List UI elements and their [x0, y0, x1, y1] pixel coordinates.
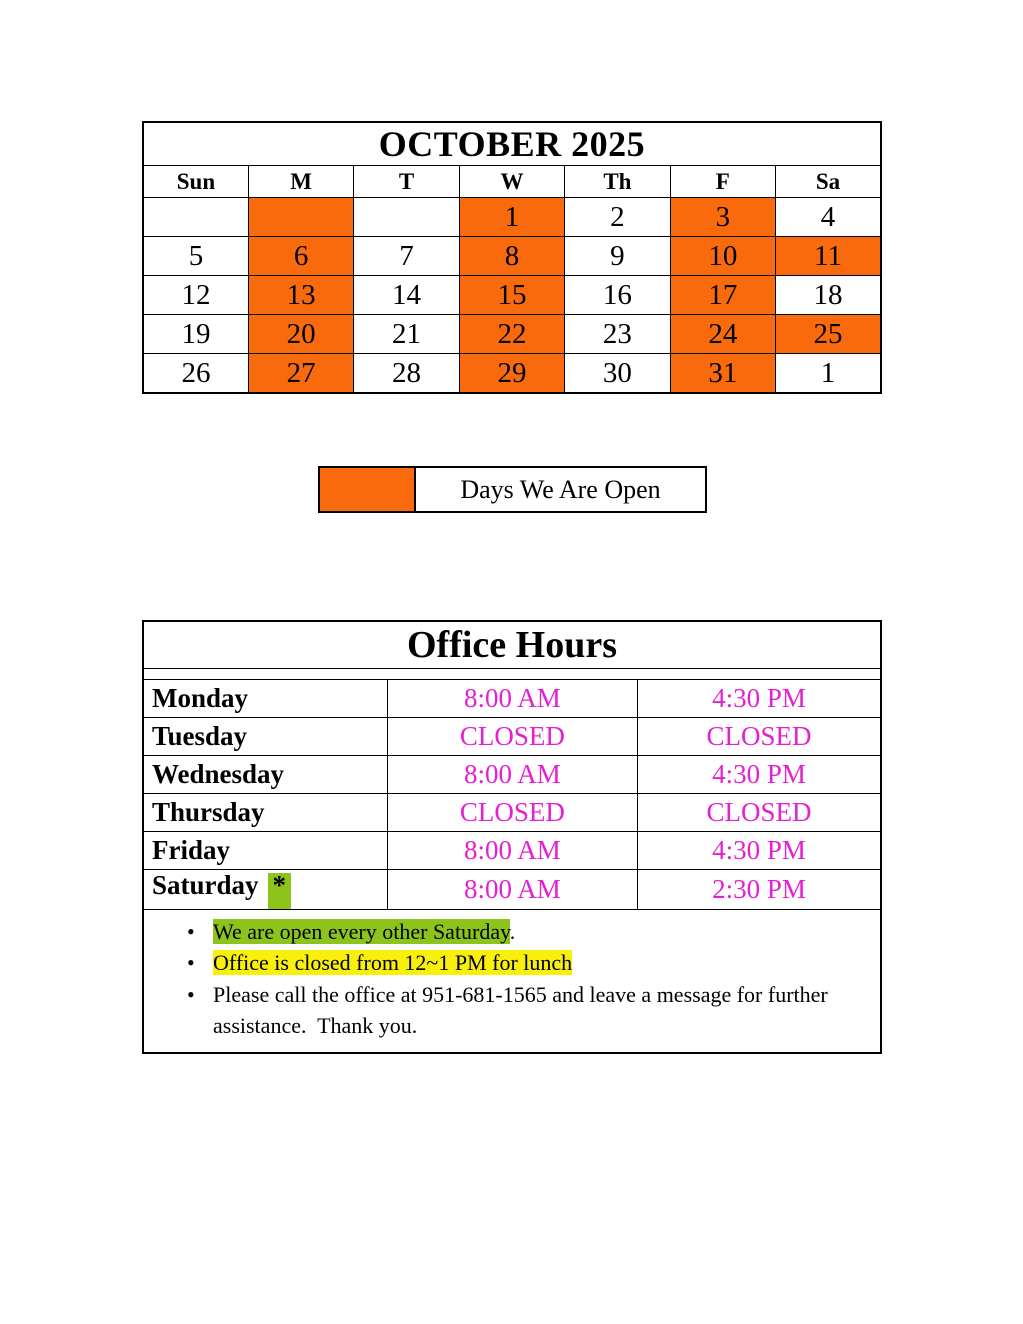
calendar-day-cell-open: 20: [248, 315, 353, 354]
calendar-title: OCTOBER 2025: [143, 122, 881, 166]
day-name-cell: [143, 680, 387, 718]
yellow-highlighted-text: Office is closed from 12~1 PM for lunch: [213, 950, 573, 976]
office-hours-table: [142, 620, 882, 1054]
calendar-day-cell-open: 17: [670, 276, 775, 315]
calendar-day-cell-open: 11: [776, 237, 881, 276]
calendar-day-cell-open: [248, 198, 353, 237]
calendar-day-cell: 12: [143, 276, 248, 315]
calendar-day-cell-open: 22: [459, 315, 564, 354]
calendar-day-header: W: [459, 166, 564, 198]
calendar-day-cell: 5: [143, 237, 248, 276]
calendar-day-header: Sa: [776, 166, 881, 198]
calendar-day-cell-open: 10: [670, 237, 775, 276]
calendar-day-cell-open: 8: [459, 237, 564, 276]
legend-label: Days We Are Open: [460, 474, 661, 504]
day-name: Friday: [152, 835, 230, 865]
green-highlighted-text: We are open every other Saturday: [213, 919, 510, 944]
office-hours-row: [143, 680, 881, 718]
notes-cell: [143, 910, 881, 1053]
calendar-day-header: M: [248, 166, 353, 198]
calendar-day-cell: 16: [565, 276, 670, 315]
opening-time: CLOSED: [387, 794, 637, 832]
closing-time: 4:30 PM: [637, 756, 881, 794]
calendar-day-cell-open: 6: [248, 237, 353, 276]
opening-time: 8:00 AM: [387, 870, 637, 910]
office-hours-title-row: [143, 621, 881, 669]
calendar-week-row: [143, 198, 881, 237]
spacer-cell: [143, 669, 881, 680]
calendar-day-cell: 28: [354, 354, 459, 394]
calendar-day-cell-open: 31: [670, 354, 775, 394]
calendar-day-cell: 1: [776, 354, 881, 394]
calendar-day-cell: 2: [565, 198, 670, 237]
day-name-cell: [143, 718, 387, 756]
closing-time: CLOSED: [637, 794, 881, 832]
office-hours-row: [143, 870, 881, 910]
note-item: • Please call the office at 951-681-1565 and leave a message for further assistance. Thank you.: [213, 979, 856, 1042]
calendar-header-row: [143, 166, 881, 198]
calendar-day-cell: 26: [143, 354, 248, 394]
calendar-day-cell-open: 24: [670, 315, 775, 354]
legend-box: [318, 466, 707, 513]
calendar-week-row: [143, 354, 881, 394]
calendar-day-cell: 9: [565, 237, 670, 276]
calendar-day-header: Th: [565, 166, 670, 198]
day-name: Wednesday: [152, 759, 285, 789]
calendar-day-cell-open: 3: [670, 198, 775, 237]
calendar-day-cell: 18: [776, 276, 881, 315]
day-name: Tuesday: [152, 721, 248, 751]
calendar-section: [142, 121, 882, 394]
calendar-day-cell-open: 27: [248, 354, 353, 394]
office-hours-title: Office Hours: [143, 621, 881, 669]
calendar-day-header: Sun: [143, 166, 248, 198]
calendar-day-cell: 14: [354, 276, 459, 315]
office-hours-row: [143, 756, 881, 794]
calendar-day-header: T: [354, 166, 459, 198]
opening-time: 8:00 AM: [387, 832, 637, 870]
calendar-table: [142, 121, 882, 394]
day-name-cell: [143, 756, 387, 794]
closing-time: 4:30 PM: [637, 680, 881, 718]
calendar-title-row: [143, 122, 881, 166]
day-name-cell: [143, 794, 387, 832]
calendar-day-cell-open: 13: [248, 276, 353, 315]
calendar-day-cell: 19: [143, 315, 248, 354]
closing-time: 4:30 PM: [637, 832, 881, 870]
calendar-day-cell: 23: [565, 315, 670, 354]
calendar-day-cell: [354, 198, 459, 237]
day-name-cell: [143, 832, 387, 870]
calendar-day-cell-open: 15: [459, 276, 564, 315]
office-hours-row: [143, 718, 881, 756]
note-item: [213, 947, 856, 978]
note-item: • We are open every other Saturday.: [213, 916, 856, 947]
saturday-asterisk: *: [268, 873, 292, 909]
office-hours-row: [143, 794, 881, 832]
day-name: Saturday: [152, 870, 259, 900]
calendar-day-cell-open: 1: [459, 198, 564, 237]
office-hours-section: [142, 620, 882, 1054]
opening-time: CLOSED: [387, 718, 637, 756]
opening-time: 8:00 AM: [387, 756, 637, 794]
calendar-day-cell: 30: [565, 354, 670, 394]
calendar-week-row: [143, 315, 881, 354]
spacer-row: [143, 669, 881, 680]
calendar-day-header: F: [670, 166, 775, 198]
calendar-day-cell-open: 29: [459, 354, 564, 394]
calendar-day-cell: [143, 198, 248, 237]
day-name-cell: [143, 870, 387, 910]
calendar-week-row: [143, 237, 881, 276]
day-name: Thursday: [152, 797, 265, 827]
opening-time: 8:00 AM: [387, 680, 637, 718]
closing-time: 2:30 PM: [637, 870, 881, 910]
open-day-swatch: [320, 468, 416, 511]
calendar-week-row: [143, 276, 881, 315]
office-hours-row: [143, 832, 881, 870]
day-name: Monday: [152, 683, 249, 713]
notes-row: [143, 910, 881, 1053]
calendar-day-cell-open: 25: [776, 315, 881, 354]
calendar-day-cell: 21: [354, 315, 459, 354]
closing-time: CLOSED: [637, 718, 881, 756]
notes-list: [144, 916, 866, 1042]
calendar-day-cell: 7: [354, 237, 459, 276]
calendar-day-cell: 4: [776, 198, 881, 237]
